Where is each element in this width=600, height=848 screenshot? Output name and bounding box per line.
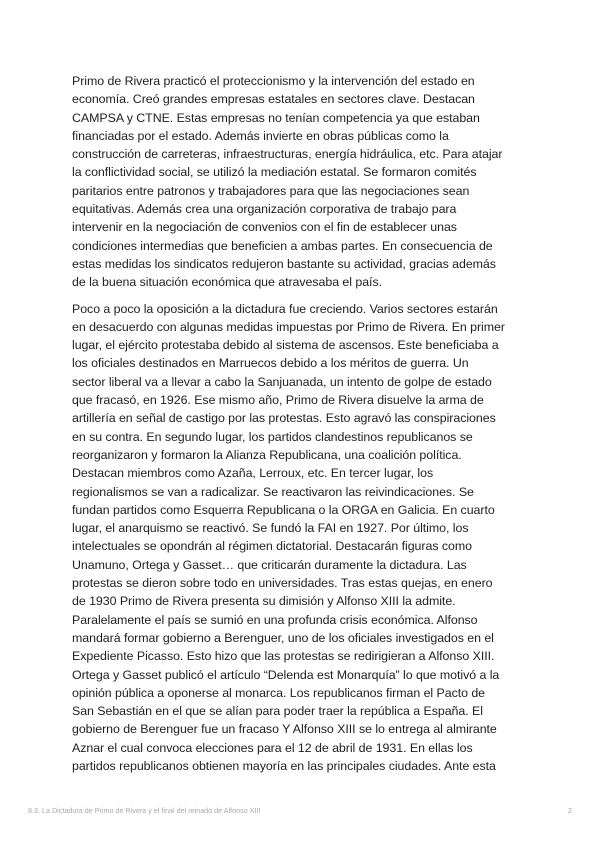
text-line: fundan partidos como Esquerra Republicana o la ORGA en Galicia. En cuarto [72,502,495,517]
text-line: regionalismos se van a radicalizar. Se reactivaron las reivindicaciones. Se [72,484,474,499]
text-line: reorganizaron y formaron la Alianza Republicana, una coalición política. [72,447,462,462]
text-line: San Sebastián en el que se alían para poder traer la república a España. El [72,704,483,719]
text-line: intelectuales se opondrán al régimen dictatorial. Destacarán figuras como [72,539,472,554]
text-line: Poco a poco la oposición a la dictadura fue creciendo. Varios sectores estarán [72,301,498,316]
text-line: lugar, el anarquismo se reactivó. Se fundó la FAI en 1927. Por último, los [72,521,469,536]
text-line: artillería en señal de castigo por las protestas. Esto agravó las conspiraciones [72,411,496,426]
text-line: financiadas por el estado. Además invierte en obras públicas como la [72,128,449,143]
text-line: CAMPSA y CTNE. Estas empresas no tenían competencia ya que estaban [72,110,480,125]
text-line: opinión pública a oponerse al monarca. Los republicanos firman el Pacto de [72,685,486,700]
text-line: los oficiales destinados en Marruecos debido a los méritos de guerra. Un [72,356,469,371]
text-line: equitativas. Además crea una organización corporativa de trabajo para [72,202,457,217]
text-line: en desacuerdo con algunas medidas impuestas por Primo de Rivera. En primer [72,319,505,334]
text-line: protestas se dieron sobre todo en universidades. Tras estas quejas, en enero [72,576,493,591]
text-line: paritarios entre patronos y trabajadores para que las negociaciones sean [72,183,470,198]
footer-section-title: 8.3. La Dictadura de Primo de Rivera y el final del reinado de Alfonso XIII [28,806,261,815]
paragraph-economic-policy [72,72,528,292]
text-line: de 1930 Primo de Rivera presenta su dimisión y Alfonso XIII la admite. [72,594,456,609]
text-line: Primo de Rivera practicó el proteccionismo y la intervención del estado en [72,74,475,88]
text-line: condiciones intermedias que beneficien a ambas partes. En consecuencia de [72,238,493,253]
text-line: en su contra. En segundo lugar, los partidos clandestinos republicanos se [72,429,473,444]
text-line: Destacan miembros como Azaña, Lerroux, etc. En tercer lugar, los [72,466,434,481]
text-line: Unamuno, Ortega y Gasset… que criticarán duramente la dictadura. Las [72,557,467,572]
text-line: lugar, el ejército protestaba debido al sistema de ascensos. Este beneficiaba a [72,338,499,353]
text-line: que fracasó, en 1926. Ese mismo año, Primo de Rivera disuelve la arma de [72,393,484,408]
text-line: Paralelamente el país se sumió en una profunda crisis económica. Alfonso [72,612,478,627]
text-line: sector liberal va a llevar a cabo la Sanjuanada, un intento de golpe de estado [72,374,492,389]
text-line: partidos republicanos obtienen mayoría en las principales ciudades. Ante esta [72,758,496,773]
text-line: Expediente Picasso. Esto hizo que las protestas se redirigieran a Alfonso XIII. [72,649,495,664]
text-line: mandará formar gobierno a Berenguer, uno de los oficiales investigados en el [72,630,494,645]
text-line: Ortega y Gasset publicó el artículo “Delenda est Monarquía” lo que motivó a la [72,667,500,682]
page-footer [28,806,572,820]
text-line: Aznar el cual convoca elecciones para el 12 de abril de 1931. En ellas los [72,740,473,755]
footer-page-number: 2 [568,806,572,815]
text-line: gobierno de Berenguer fue un fracaso Y Alfonso XIII se lo entrega al almirante [72,722,497,737]
text-line: construcción de carreteras, infraestructuras, energía hidráulica, etc. Para atajar [72,147,503,162]
text-line: la conflictividad social, se utilizó la mediación estatal. Se formaron comités [72,165,477,180]
text-line: economía. Creó grandes empresas estatales en sectores clave. Destacan [72,92,475,107]
text-line: estas medidas los sindicatos redujeron bastante su actividad, gracias además [72,256,496,271]
text-line: intervenir en la negociación de convenios con el fin de establecer unas [72,220,457,235]
paragraph-opposition [72,300,528,776]
page-body [72,72,528,775]
text-line: de la buena situación económica que atravesaba el país. [72,275,382,290]
